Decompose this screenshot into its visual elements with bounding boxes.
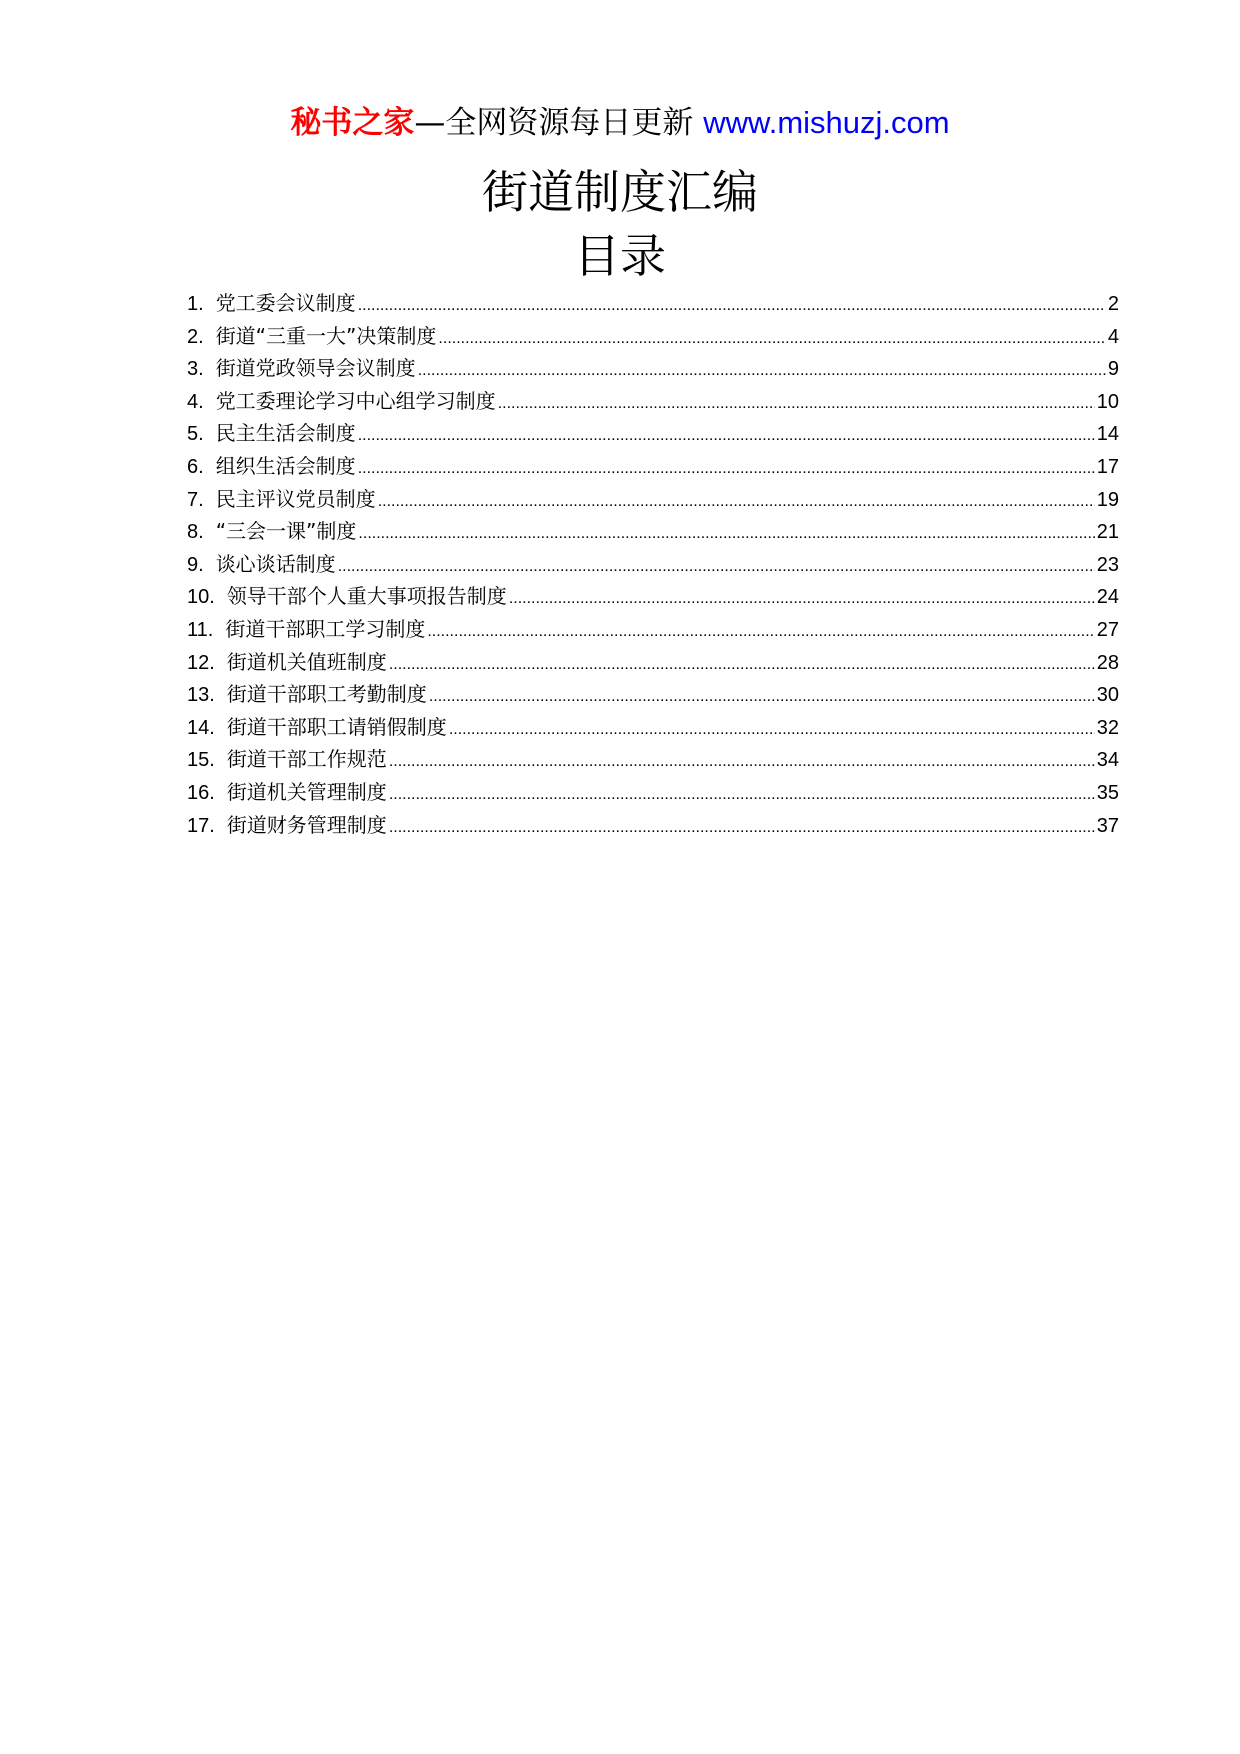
toc-entry-title: 谈心谈话制度 — [215, 551, 336, 576]
toc-entry-title: 党工委会议制度 — [215, 291, 356, 315]
toc-entry-title: “三会一课”制度 — [215, 519, 357, 544]
toc-dot-leader — [358, 420, 1095, 453]
toc-dot-leader — [389, 746, 1095, 779]
toc-entry[interactable] — [187, 352, 1119, 385]
toc-dot-leader — [378, 486, 1095, 519]
toc-entry[interactable] — [187, 613, 1119, 646]
toc-dot-leader — [389, 812, 1095, 845]
toc-dot-leader — [358, 518, 1094, 551]
toc-entry-number: 9. — [187, 553, 204, 576]
toc-entry-number: 8. — [187, 521, 204, 544]
toc-entry[interactable] — [187, 483, 1119, 516]
toc-entry-page: 19 — [1096, 488, 1119, 511]
toc-entry-page: 4 — [1107, 325, 1119, 348]
toc-dot-leader — [358, 453, 1095, 486]
toc-dot-leader — [427, 616, 1094, 649]
brand-name: 秘书之家 — [290, 105, 415, 141]
toc-entry-page: 28 — [1096, 651, 1119, 674]
toc-dot-leader — [389, 779, 1095, 812]
toc-dot-leader — [418, 355, 1106, 388]
toc-entry[interactable] — [187, 417, 1119, 450]
toc-entry-number: 10. — [187, 586, 215, 609]
toc-entry[interactable] — [187, 320, 1119, 353]
toc-entry[interactable] — [187, 580, 1119, 613]
toc-dot-leader — [338, 551, 1095, 584]
toc-entry[interactable] — [187, 678, 1119, 711]
toc-entry-page: 35 — [1096, 781, 1119, 804]
toc-entry[interactable] — [187, 385, 1119, 418]
toc-entry-page: 37 — [1096, 814, 1119, 837]
toc-entry-number: 13. — [187, 684, 215, 707]
toc-entry-number: 11. — [187, 618, 214, 641]
toc-entry-title: 街道干部职工学习制度 — [225, 616, 426, 641]
toc-dot-leader — [449, 714, 1095, 747]
toc-entry-title: 民主生活会制度 — [215, 421, 356, 446]
toc-entry-number: 14. — [187, 716, 215, 739]
toc-entry-title: 街道机关值班制度 — [226, 649, 387, 674]
toc-entry-page: 32 — [1096, 716, 1119, 739]
toc-entry-page: 27 — [1096, 618, 1119, 641]
toc-entry-page: 21 — [1096, 521, 1119, 544]
toc-entry-number: 15. — [187, 749, 215, 772]
toc-entry-number: 7. — [187, 488, 204, 511]
toc-dot-leader — [509, 583, 1095, 616]
toc-entry-page: 2 — [1107, 293, 1119, 315]
toc-entry-title: 领导干部个人重大事项报告制度 — [226, 584, 507, 609]
toc-entry-page: 10 — [1096, 390, 1119, 413]
document-title: 街道制度汇编 — [482, 165, 758, 219]
toc-entry-title: 街道干部职工请销假制度 — [226, 714, 447, 739]
toc-entry-title: 街道“三重一大”决策制度 — [215, 323, 437, 348]
toc-dot-leader — [498, 388, 1095, 421]
toc-entry-page: 30 — [1096, 684, 1119, 707]
toc-entry-number: 3. — [187, 358, 204, 381]
toc-entry[interactable] — [187, 743, 1119, 776]
toc-entry[interactable] — [187, 450, 1119, 483]
toc-entry-page: 17 — [1096, 455, 1119, 478]
toc-entry[interactable] — [187, 776, 1119, 809]
toc-heading: 目录 — [574, 229, 666, 283]
toc-entry-page: 9 — [1107, 358, 1119, 381]
toc-dot-leader — [358, 290, 1106, 323]
toc-entry-page: 34 — [1096, 749, 1119, 772]
toc-entry[interactable] — [187, 287, 1119, 320]
toc-entry-title: 组织生活会制度 — [215, 453, 356, 478]
toc-entry-page: 23 — [1096, 553, 1119, 576]
toc-entry-number: 4. — [187, 390, 204, 413]
toc-entry-number: 2. — [187, 325, 204, 348]
toc-entry-title: 街道干部职工考勤制度 — [226, 682, 427, 707]
toc-entry-number: 1. — [187, 293, 204, 315]
banner-tagline: —全网资源每日更新 — [414, 105, 704, 141]
toc-entry-number: 12. — [187, 651, 215, 674]
toc-entry[interactable] — [187, 515, 1119, 548]
toc-entry[interactable] — [187, 646, 1119, 679]
toc-entry-title: 民主评议党员制度 — [215, 486, 376, 511]
toc-entry[interactable] — [187, 548, 1119, 581]
toc-entry-number: 17. — [187, 814, 215, 837]
toc-dot-leader — [389, 649, 1095, 682]
website-link[interactable]: www.mishuzj.com — [703, 105, 950, 140]
toc-entry-number: 5. — [187, 423, 204, 446]
toc-entry[interactable] — [187, 711, 1119, 744]
toc-entry-title: 街道财务管理制度 — [226, 812, 387, 837]
toc-entry-title: 党工委理论学习中心组学习制度 — [215, 388, 496, 413]
toc-entry-number: 16. — [187, 781, 215, 804]
toc-entry-page: 14 — [1096, 423, 1119, 446]
header-banner — [0, 100, 1240, 146]
toc-entry-title: 街道机关管理制度 — [226, 779, 387, 804]
toc-dot-leader — [429, 681, 1095, 714]
toc-dot-leader — [438, 323, 1105, 356]
table-of-contents — [187, 287, 1119, 841]
toc-entry-page: 24 — [1096, 586, 1119, 609]
toc-entry-title: 街道干部工作规范 — [226, 747, 387, 772]
toc-entry[interactable] — [187, 809, 1119, 842]
toc-entry-number: 6. — [187, 455, 204, 478]
toc-entry-title: 街道党政领导会议制度 — [215, 356, 416, 381]
